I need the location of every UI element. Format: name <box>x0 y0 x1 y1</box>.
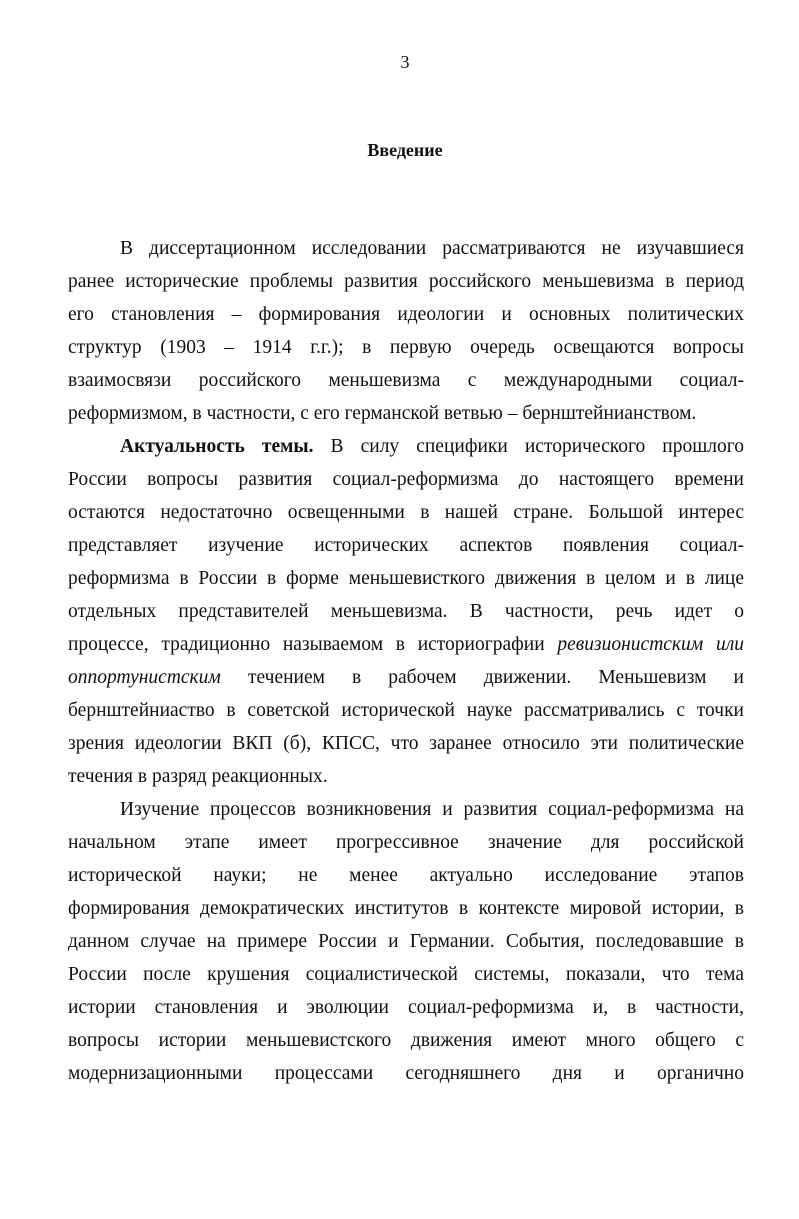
text-line: начальном этапе имеет прогрессивное значение для российской <box>68 832 744 853</box>
text-line: структур (1903 – 1914 г.г.); в первую очередь освещаются вопросы <box>68 337 744 358</box>
text-line: ранее исторические проблемы развития российского меньшевизма в период <box>68 271 744 292</box>
text-line: течения в разряд реакционных. <box>68 766 328 787</box>
text-line: В диссертационном исследовании рассматриваются не изучавшиеся <box>120 238 744 259</box>
text-line: истории становления и эволюции социал-реформизма и, в частности, <box>68 997 744 1018</box>
text-line: вопросы истории меньшевистского движения имеют много общего с <box>68 1030 744 1051</box>
text-fragment: течением в рабочем движении. Меньшевизм и <box>220 667 744 688</box>
text-line: его становления – формирования идеологии и основных политических <box>68 304 744 325</box>
text-line: представляет изучение исторических аспектов появления социал- <box>68 535 744 556</box>
page-title: Введение <box>367 140 443 160</box>
paragraph-intro <box>68 232 744 430</box>
text-line <box>68 430 744 463</box>
text-line: России после крушения социалистической системы, показали, что тема <box>68 964 744 985</box>
text-line: отдельных представителей меньшевизма. В частности, речь идет о <box>68 601 744 622</box>
text-line: данном случае на примере России и Германии. События, последовавшие в <box>68 931 744 952</box>
page-number: 3 <box>400 52 410 72</box>
text-line: реформизмом, в частности, с его германской ветвью – бернштейнианством. <box>68 403 697 424</box>
italic-term: ревизионистским или <box>557 634 744 655</box>
text-line: зрения идеологии ВКП (б), КПСС, что заранее относило эти политические <box>68 733 744 754</box>
text-line: России вопросы развития социал-реформизма до настоящего времени <box>68 469 744 490</box>
body-text <box>68 232 744 1090</box>
text-fragment: В силу специфики исторического прошлого <box>313 436 744 457</box>
text-line: бернштейниаство в советской исторической науке рассматривались с точки <box>68 700 744 721</box>
paragraph-study <box>68 793 744 1090</box>
text-line: формирования демократических институтов в контексте мировой истории, в <box>68 898 744 919</box>
text-line <box>68 628 744 661</box>
text-line: взаимосвязи российского меньшевизма с международными социал- <box>68 370 744 391</box>
text-line: исторической науки; не менее актуально исследование этапов <box>68 865 744 886</box>
text-line: модернизационными процессами сегодняшнего дня и органично <box>68 1063 744 1084</box>
text-line <box>68 661 744 694</box>
text-line: Изучение процессов возникновения и развития социал-реформизма на <box>120 799 744 820</box>
text-line: реформизма в России в форме меньшевисткого движения в целом и в лице <box>68 568 744 589</box>
text-line: остаются недостаточно освещенными в нашей стране. Большой интерес <box>68 502 744 523</box>
relevance-heading: Актуальность темы. <box>120 436 314 457</box>
text-fragment: процессе, традиционно называемом в историографии <box>68 634 558 655</box>
italic-term: оппортунистским <box>68 667 221 688</box>
paragraph-relevance <box>68 430 744 793</box>
